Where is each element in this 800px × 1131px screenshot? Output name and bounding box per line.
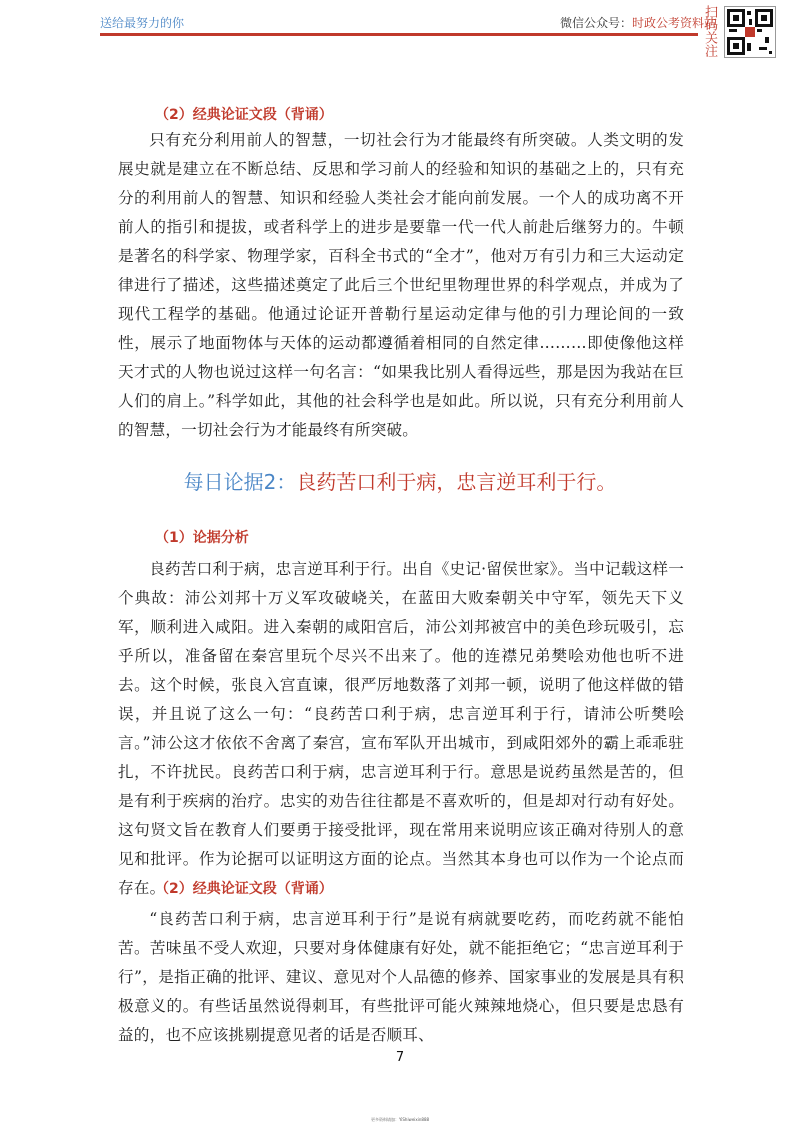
footer-note: 更多资料请加：YiShiweixin888: [370, 1117, 430, 1122]
qr-logo: [745, 27, 755, 37]
qr-finder-tl: [727, 9, 745, 27]
section3-paragraph: “良药苦口利于病，忠言逆耳利于行”是说有病就要吃药，而吃药就不能怕苦。苦味虽不受人欢迎，只要对身体健康有好处，就不能拒绝它；“忠言逆耳利于行”，是指正确的批评、建议、意见对个人品德的修养、国家事业的发展是具有积极意义的。有些话虽然说得刺耳，有些批评可能火辣辣地烧心，但只要是忠恳有益的，也不应该挑剔提意见者的话是否顺耳、: [118, 910, 684, 1044]
wechat-label: 微信公众号：: [560, 16, 633, 30]
page-header: [0, 0, 800, 60]
title-main: 良药苦口利于病，忠言逆耳利于行。: [296, 470, 617, 494]
section1-subheading: （2）经典论证文段（背诵）: [155, 107, 333, 123]
section2-paragraph: 良药苦口利于病，忠言逆耳利于行。出自《史记·留侯世家》。当中记载这样一个典故：沛公刘邦十万义军攻破峣关，在蓝田大败秦朝关中守军，领先天下义军，顺利进入咸阳。进入秦朝的咸阳宫后，沛公刘邦被宫中的美色珍玩吸引，忘乎所以，准备留在秦宫里玩个尽兴不出来了。他的连襟兄弟樊哙劝他也听不进去。这个时候，张良入宫直谏，很严厉地数落了刘邦一顿，说明了他这样做的错误，并且说了这么一句：“良药苦口利于病，忠言逆耳利于行，请沛公听樊哙言。”沛公这才依依不舍离了秦宫，宣布军队开出城市，到咸阳郊外的霸上乖乖驻扎，不许扰民。良药苦口利于病，忠言逆耳利于行。意思是说药虽然是苦的，但是有利于疾病的治疗。忠实的劝告往往都是不喜欢听的，但是却对行动有好处。这句贤文旨在教育人们要勇于接受批评，现在常用来说明应该正确对待别人的意见和批评。作为论据可以证明这方面的论点。当然其本身也可以作为一个论点而存在。: [118, 560, 684, 897]
page-number: 7: [395, 1050, 405, 1065]
title-prefix: 每日论据2：: [183, 470, 297, 494]
qr-code-icon[interactable]: [724, 6, 776, 58]
header-slogan: 送给最努力的你: [100, 16, 185, 30]
page-title: [0, 466, 800, 495]
section3-subheading: （2）经典论证文段（背诵）: [155, 881, 333, 897]
section1-paragraph: 只有充分利用前人的智慧，一切社会行为才能最终有所突破。人类文明的发展史就是建立在不断总结、反思和学习前人的经验和知识的基础之上的，只有充分的利用前人的智慧、知识和经验人类社会才能向前发展。一个人的成功离不开前人的指引和提拔，或者科学上的进步是要靠一代一代人前赴后继努力的。牛顿是著名的科学家、物理学家，百科全书式的“全才”，他对万有引力和三大运动定律进行了描述，这些描述奠定了此后三个世纪里物理世界的科学观点，并成为了现代工程学的基础。他通过论证开普勒行星运动定律与他的引力理论间的一致性，展示了地面物体与天体的运动都遵循着相同的自然定律………即使像他这样天才式的人物也说过这样一句名言：“如果我比别人看得远些，那是因为我站在巨人们的肩上。”科学如此，其他的社会科学也是如此。所以说，只有充分利用前人的智慧，一切社会行为才能最终有所突破。: [118, 131, 684, 439]
section2-subheading: （1）论据分析: [155, 530, 249, 546]
scan-label: 扫码关注: [702, 5, 717, 57]
header-wechat: [560, 14, 716, 31]
qr-finder-tr: [755, 9, 773, 27]
site-name: 时政公考资料站: [632, 16, 717, 30]
qr-finder-bl: [727, 37, 745, 55]
header-divider: [100, 33, 698, 36]
